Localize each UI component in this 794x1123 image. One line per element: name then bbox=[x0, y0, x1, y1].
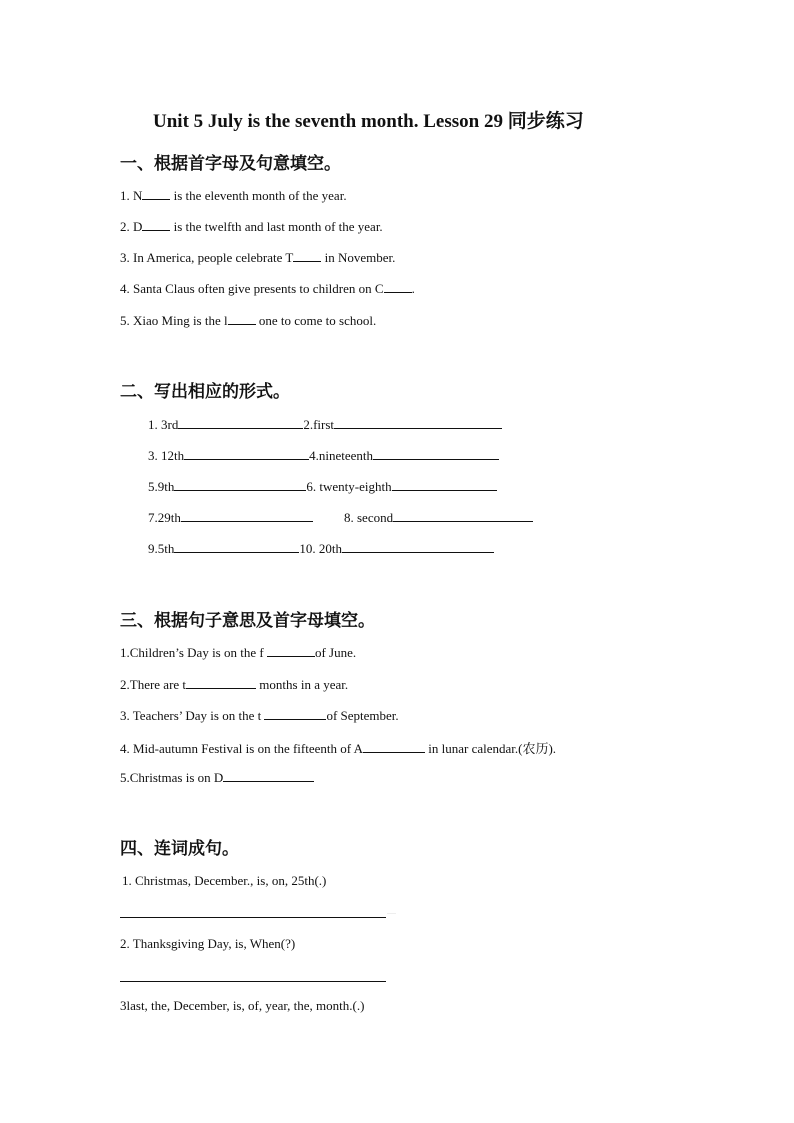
s2-item-3-blank[interactable] bbox=[184, 447, 309, 460]
s2-item-5: 5.9th bbox=[148, 479, 175, 494]
s1-q4-text-b: . bbox=[411, 281, 415, 296]
s2-item-9: 9.5th bbox=[148, 541, 175, 556]
s3-q3-text-b: of September. bbox=[326, 708, 399, 723]
s1-q2-blank[interactable] bbox=[142, 218, 170, 231]
s2-row-4 bbox=[148, 509, 313, 526]
s2-row-3 bbox=[148, 478, 497, 495]
s3-question-5 bbox=[120, 769, 314, 786]
s3-question-2 bbox=[120, 676, 348, 693]
s1-q5-blank[interactable] bbox=[228, 312, 256, 325]
s2-item-1: 1. 3rd bbox=[148, 417, 179, 432]
s4-question-2: 2. Thanksgiving Day, is, When(?) bbox=[120, 936, 296, 951]
s3-q3-blank[interactable] bbox=[264, 707, 326, 720]
section-1-heading: 一、根据首字母及句意填空。 bbox=[120, 154, 341, 174]
s1-q2-text-b: is the twelfth and last month of the year. bbox=[170, 219, 383, 234]
s2-item-9-blank[interactable] bbox=[174, 540, 299, 553]
s1-q1-text-a: 1. N bbox=[120, 188, 143, 203]
s2-item-1-blank[interactable] bbox=[178, 416, 303, 429]
s2-row-4b bbox=[344, 509, 533, 526]
s2-item-3: 3. 12th bbox=[148, 448, 185, 463]
s3-q5-text-a: 5.Christmas is on D bbox=[120, 770, 224, 785]
s1-q3-text-a: 3. In America, people celebrate T bbox=[120, 250, 294, 265]
s2-item-6: 6. twenty-eighth bbox=[306, 479, 392, 494]
s3-q5-blank[interactable] bbox=[223, 769, 314, 782]
s1-question-1 bbox=[120, 187, 347, 204]
s2-item-10-blank[interactable] bbox=[342, 540, 494, 553]
page-title: Unit 5 July is the seventh month. Lesson 29 同步练习 bbox=[153, 111, 584, 132]
s2-item-6-blank[interactable] bbox=[392, 478, 497, 491]
s1-q2-text-a: 2. D bbox=[120, 219, 143, 234]
s2-item-2-blank[interactable] bbox=[334, 416, 502, 429]
s2-item-4: 4.nineteenth bbox=[309, 448, 374, 463]
s2-item-8: 8. second bbox=[344, 510, 394, 525]
s2-item-4-blank[interactable] bbox=[373, 447, 499, 460]
s3-q1-text-a: 1.Children’s Day is on the f bbox=[120, 645, 267, 660]
s3-q3-text-a: 3. Teachers’ Day is on the t bbox=[120, 708, 265, 723]
s2-item-8-blank[interactable] bbox=[393, 509, 533, 522]
s3-question-3 bbox=[120, 707, 399, 724]
s4-q1-answer-line[interactable] bbox=[120, 917, 386, 918]
s1-question-4 bbox=[120, 280, 415, 297]
s2-row-2 bbox=[148, 447, 499, 464]
s1-q5-text-b: one to come to school. bbox=[255, 313, 377, 328]
s2-row-1 bbox=[148, 416, 502, 433]
s3-question-4 bbox=[120, 738, 556, 757]
s1-q3-blank[interactable] bbox=[293, 249, 321, 262]
s2-item-10: 10. 20th bbox=[299, 541, 342, 556]
s3-q2-text-a: 2.There are t bbox=[120, 677, 187, 692]
s4-tiny-mark: ········· bbox=[387, 912, 396, 916]
section-3-heading: 三、根据句子意思及首字母填空。 bbox=[120, 611, 375, 631]
s4-question-1: 1. Christmas, December., is, on, 25th(.) bbox=[122, 873, 327, 888]
s4-q2-answer-line[interactable] bbox=[120, 981, 386, 982]
s2-item-7-blank[interactable] bbox=[181, 509, 313, 522]
s1-q5-text-a: 5. Xiao Ming is the l bbox=[120, 313, 228, 328]
s2-item-7: 7.29th bbox=[148, 510, 181, 525]
s2-item-2: 2.first bbox=[303, 417, 335, 432]
s1-q4-text-a: 4. Santa Claus often give presents to children on C bbox=[120, 281, 384, 296]
s1-question-5 bbox=[120, 312, 376, 329]
s4-question-3: 3last, the, December, is, of, year, the, month.(.) bbox=[120, 998, 365, 1013]
section-2-heading: 二、写出相应的形式。 bbox=[120, 382, 290, 402]
s2-item-5-blank[interactable] bbox=[174, 478, 306, 491]
s1-q3-text-b: in November. bbox=[321, 250, 396, 265]
s3-q1-text-b: of June. bbox=[314, 645, 357, 660]
section-4-heading: 四、连词成句。 bbox=[120, 839, 239, 859]
s3-q2-text-b: months in a year. bbox=[256, 677, 349, 692]
s1-q1-blank[interactable] bbox=[142, 187, 170, 200]
s3-q1-blank[interactable] bbox=[267, 644, 315, 657]
s3-q4-text-b: in lunar calendar.(农历). bbox=[425, 741, 557, 756]
s3-question-1 bbox=[120, 644, 356, 661]
s1-question-3 bbox=[120, 249, 395, 266]
s1-question-2 bbox=[120, 218, 383, 235]
s1-q4-blank[interactable] bbox=[384, 280, 412, 293]
s2-row-5 bbox=[148, 540, 494, 557]
s1-q1-text-b: is the eleventh month of the year. bbox=[170, 188, 347, 203]
s3-q4-text-a: 4. Mid-autumn Festival is on the fifteenth of A bbox=[120, 741, 363, 756]
s3-q2-blank[interactable] bbox=[186, 676, 256, 689]
s3-q4-blank[interactable] bbox=[363, 740, 425, 753]
